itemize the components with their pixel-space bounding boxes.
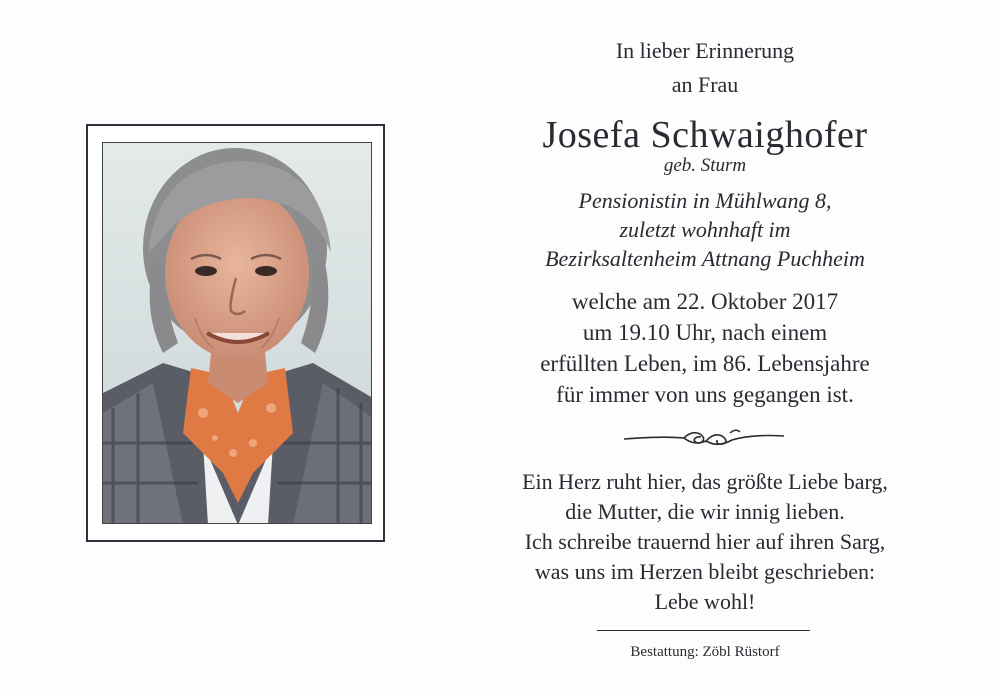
death-line: für immer von uns gegangen ist. xyxy=(556,382,854,407)
birth-name: geb. Sturm xyxy=(663,155,747,176)
description-line: Bezirksaltenheim Attnang Puchheim xyxy=(545,246,865,271)
flourish-divider-icon xyxy=(622,424,786,450)
intro-line-2: an Frau xyxy=(671,72,739,97)
poem-line: Ein Herz ruht hier, das größte Liebe barg, xyxy=(522,469,888,494)
divider-line xyxy=(597,630,810,631)
deceased-name: Josefa Schwaighofer xyxy=(542,114,868,156)
intro-text xyxy=(500,34,910,102)
portrait-photo xyxy=(102,142,372,524)
description xyxy=(500,186,910,273)
poem-line: die Mutter, die wir innig lieben. xyxy=(565,499,845,524)
poem-line: Lebe wohl! xyxy=(654,589,756,614)
death-line: welche am 22. Oktober 2017 xyxy=(571,289,839,314)
funeral-home: Bestattung: Zöbl Rüstorf xyxy=(630,644,780,660)
death-line: erfüllten Leben, im 86. Lebensjahre xyxy=(540,351,870,376)
description-line: zuletzt wohnhaft im xyxy=(619,217,791,242)
poem-line: was uns im Herzen bleibt geschrieben: xyxy=(534,559,876,584)
portrait-illustration xyxy=(103,143,372,524)
death-line: um 19.10 Uhr, nach einem xyxy=(582,320,828,345)
poem xyxy=(500,467,910,617)
poem-line: Ich schreibe trauernd hier auf ihren Sarg, xyxy=(524,529,886,554)
description-line: Pensionistin in Mühlwang 8, xyxy=(578,188,832,213)
intro-line-1: In lieber Erinnerung xyxy=(615,38,795,63)
death-notice xyxy=(500,286,910,410)
